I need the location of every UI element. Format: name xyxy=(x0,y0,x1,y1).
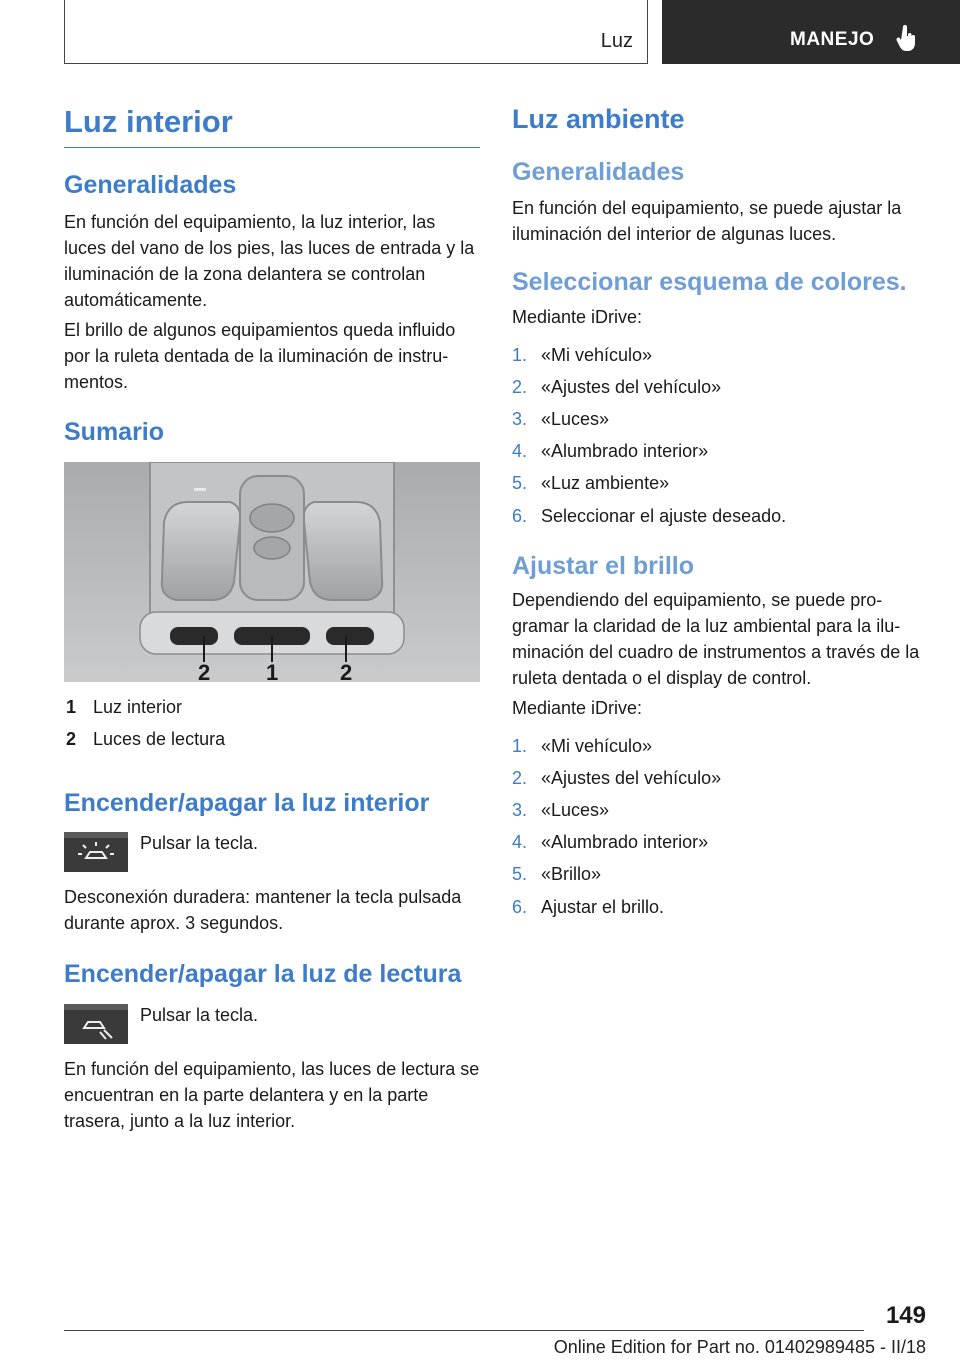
reading-press-text: Pulsar la tecla. xyxy=(140,1005,259,1025)
header-section-box xyxy=(64,0,648,64)
callout-center-1: 1 xyxy=(266,660,279,682)
interior-onoff-paragraph: Desconexión duradera: mantener la tecla pulsada durante aprox. 3 segundos. xyxy=(64,887,462,933)
heading-general: Generalidades xyxy=(64,171,237,199)
interior-press-text: Pulsar la tecla. xyxy=(140,833,259,853)
general-paragraph-2: El brillo de algunos equipamientos queda influido por la ruleta dentada de la iluminación de instru-mentos. xyxy=(64,320,456,392)
color-intro: Mediante iDrive: xyxy=(512,307,643,327)
section-title-interior-light: Luz interior xyxy=(64,104,233,139)
heading-color-scheme: Seleccionar esquema de colores. xyxy=(512,268,907,296)
footer-rule xyxy=(64,1330,864,1331)
title-rule xyxy=(64,147,480,148)
callout-left-2: 2 xyxy=(198,660,211,682)
heading-reading-onoff: Encender/apagar la luz de lectura xyxy=(64,960,462,988)
ambient-general-paragraph: En función del equipamiento, se puede ajustar la iluminación del interior de algunas luces. xyxy=(512,198,902,244)
interior-light-button-icon xyxy=(64,832,128,872)
brightness-paragraph: Dependiendo del equipamiento, se puede pro-gramar la claridad de la luz ambiental para la ilu-minación del cuadro de instrumentos a través de la ruleta dentada o el display de control. xyxy=(512,590,920,688)
header-chapter-tab[interactable] xyxy=(662,0,960,64)
reading-onoff-paragraph: En función del equipamiento, las luces de lectura se encuentran en la parte delantera y en la parte trasera, junto a la luz interior. xyxy=(64,1059,480,1131)
general-paragraph-1: En función del equipamiento, la luz interior, las luces del vano de los pies, las luces de entrada y la iluminación de la zona delantera se controlan automáticamente. xyxy=(64,212,475,310)
header-section-title: Luz xyxy=(600,30,633,52)
footer-edition: Online Edition for Part no. 01402989485 - II/18 xyxy=(553,1337,926,1357)
callout-right-2: 2 xyxy=(340,660,353,682)
section-title-ambient-light: Luz ambiente xyxy=(512,104,685,134)
header-chapter-label: MANEJO xyxy=(790,29,875,50)
heading-ambient-general: Generalidades xyxy=(512,158,685,186)
heading-summary: Sumario xyxy=(64,418,165,446)
heading-interior-onoff: Encender/apagar la luz interior xyxy=(64,789,430,817)
pointing-hand-icon xyxy=(896,25,918,53)
page-number: 149 xyxy=(885,1302,926,1329)
interior-light-photo xyxy=(64,462,480,682)
reading-light-button-icon xyxy=(64,1004,128,1044)
heading-brightness: Ajustar el brillo xyxy=(512,552,694,580)
brightness-intro: Mediante iDrive: xyxy=(512,698,643,718)
